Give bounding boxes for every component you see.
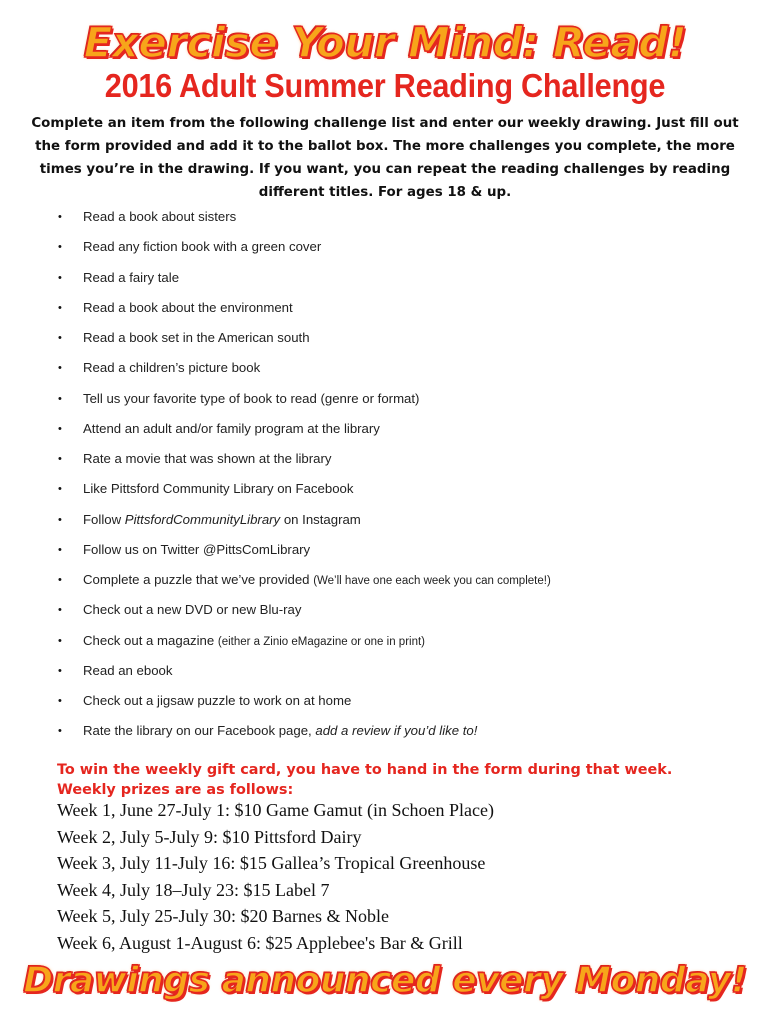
challenge-text-text: Read a fairy tale [83,269,180,285]
bullet-icon: • [58,392,62,405]
challenge-text-small: (either a Zinio eMagazine or one in print) [217,635,425,648]
prizes-heading-line2: Weekly prizes are as follows: [57,782,294,798]
challenge-text-pre: Follow [83,511,125,527]
challenge-item [58,595,738,625]
challenge-item [58,505,738,535]
bullet-icon: • [58,695,62,707]
challenge-item [58,263,738,293]
weekly-prize-item: Week 4, July 18–July 23: $15 Label 7 [57,879,330,900]
challenge-item [58,626,738,656]
challenge-item [58,565,738,595]
challenge-list [58,202,738,747]
challenge-text-text: Read an ebook [83,662,173,678]
weekly-prize-list [57,797,737,956]
bullet-icon: • [58,604,62,617]
bullet-icon: • [58,301,62,314]
challenge-text-text: Rate a movie that was shown at the library [83,451,332,466]
footer-banner: Drawings announced every Monday! [23,960,747,1001]
weekly-prize-item: Week 5, July 25-July 30: $20 Barnes & Noble [57,906,390,926]
challenge-text-small: (We’ll have one each week you can complete!) [313,575,551,587]
bullet-icon: • [58,453,62,465]
challenge-text-text: Read a children’s picture book [83,360,261,376]
weekly-prize-item: Week 6, August 1-August 6: $25 Applebee's Bar & Grill [57,932,463,953]
challenge-text-text: Check out a new DVD or new Blu-ray [83,602,302,618]
challenge-text-text: Attend an adult and/or family program at the library [83,420,380,436]
challenge-item [58,293,738,323]
challenge-text-text: Read a book about the environment [83,299,293,315]
bullet-icon: • [58,211,62,223]
challenge-text-em: PittsfordCommunityLibrary [124,511,281,527]
challenge-text-post: on Instagram [280,511,361,527]
prizes-heading-line1: To win the weekly gift card, you have to hand in the form during that week. [57,762,673,778]
challenge-text-text: Tell us your favorite type of book to read (genre or format) [83,390,420,406]
bullet-icon: • [58,725,62,738]
bullet-icon: • [58,664,62,677]
bullet-icon: • [58,574,62,586]
bullet-icon: • [58,241,62,254]
prizes-heading [57,760,737,800]
weekly-prize-item: Week 2, July 5-July 9: $10 Pittsford Dairy [57,826,362,847]
challenge-text-text: Like Pittsford Community Library on Facebook [83,481,354,497]
challenge-text-text: Check out a jigsaw puzzle to work on at home [83,693,352,708]
bullet-icon: • [58,513,62,526]
bullet-icon: • [58,332,62,344]
challenge-item [58,202,738,232]
page-subtitle: 2016 Adult Summer Reading Challenge [104,67,666,104]
challenge-item [58,474,738,504]
challenge-text-text: Read any fiction book with a green cover [83,239,322,255]
challenge-text-text: Read a book set in the American south [83,330,310,345]
challenge-item [58,232,738,262]
challenge-text-text: Read a book about sisters [83,209,237,224]
challenge-text-em: add a review if you’d like to! [315,723,478,739]
challenge-item [58,716,738,746]
challenge-text-pre: Complete a puzzle that we’ve provided [83,572,314,587]
page-title: Exercise Your Mind: Read! [83,18,687,67]
challenge-item [58,414,738,444]
bullet-icon: • [58,271,62,284]
weekly-prize-item: Week 1, June 27-July 1: $10 Game Gamut (in Schoen Place) [57,800,494,820]
bullet-icon: • [58,362,62,375]
challenge-item [58,656,738,686]
challenge-item [58,323,738,353]
bullet-icon: • [58,634,62,647]
bullet-icon: • [58,483,62,496]
challenge-item [58,353,738,383]
bullet-icon: • [58,422,62,435]
intro-paragraph: Complete an item from the following challenge list and enter our weekly drawing. Just fill out the form provided and add it to the ballot box. The more challenges you complete, the more times you’re in the drawing. If you want, you can repeat the reading challenges by reading different titles. For ages 18 & up. [31,116,739,200]
challenge-item [58,444,738,474]
bullet-icon: • [58,543,62,556]
challenge-item [58,686,738,716]
challenge-text-pre: Rate the library on our Facebook page, [83,723,316,739]
challenge-item [58,384,738,414]
challenge-item [58,535,738,565]
weekly-prize-item: Week 3, July 11-July 16: $15 Gallea’s Tropical Greenhouse [57,853,486,873]
challenge-text-pre: Check out a magazine [83,632,218,648]
challenge-text-text: Follow us on Twitter @PittsComLibrary [83,541,311,557]
